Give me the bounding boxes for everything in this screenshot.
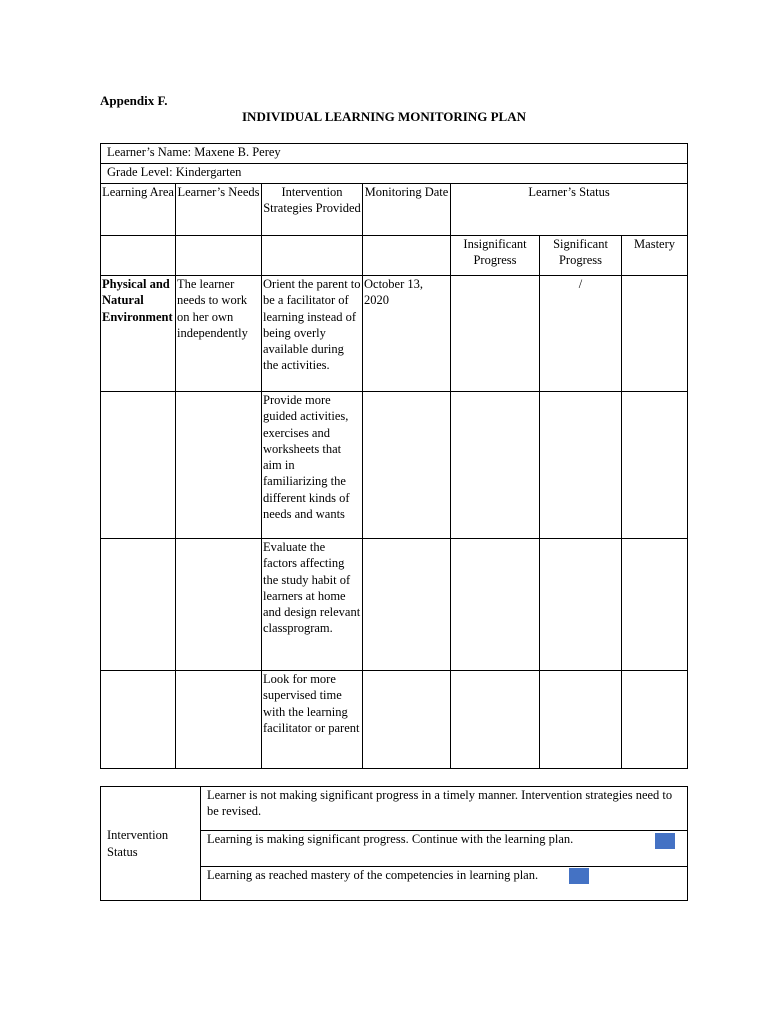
mastery-cell (622, 276, 688, 392)
empty-cell (101, 392, 176, 539)
empty-cell (540, 539, 622, 671)
monitoring-plan-table (100, 143, 688, 769)
table-row (101, 276, 688, 392)
empty-cell (363, 236, 451, 276)
strategy-cell: Evaluate the factors affecting the study habit of learners at home and design relevant classprogram. (262, 539, 363, 671)
empty-cell (176, 392, 262, 539)
status-significant-progress (201, 831, 688, 867)
empty-cell (540, 671, 622, 769)
monitoring-date-cell: October 13, 2020 (363, 276, 451, 392)
empty-cell (101, 539, 176, 671)
empty-cell (622, 392, 688, 539)
empty-cell (451, 392, 540, 539)
empty-cell (451, 539, 540, 671)
empty-cell (101, 236, 176, 276)
header-monitoring-date: Monitoring Date (363, 184, 451, 236)
empty-cell (176, 671, 262, 769)
intervention-status-table (100, 786, 688, 901)
header-learning-area: Learning Area (101, 184, 176, 236)
status-marker-square (655, 833, 675, 849)
status-revise: Learner is not making significant progress in a timely manner. Intervention strategies need to be revised. (201, 787, 688, 831)
insignificant-progress-cell (451, 276, 540, 392)
empty-cell (622, 671, 688, 769)
empty-cell (363, 539, 451, 671)
table-row (101, 539, 688, 671)
empty-cell (451, 671, 540, 769)
table-row (101, 671, 688, 769)
empty-cell (176, 539, 262, 671)
header-learners-status: Learner’s Status (451, 184, 688, 236)
empty-cell (176, 236, 262, 276)
empty-cell (622, 539, 688, 671)
empty-cell (363, 392, 451, 539)
grade-level: Grade Level: Kindergarten (101, 164, 688, 184)
strategy-cell: Orient the parent to be a facilitator of learning instead of being overly available during the activities. (262, 276, 363, 392)
strategy-cell: Look for more supervised time with the learning facilitator or parent (262, 671, 363, 769)
intervention-status-label: Intervention Status (101, 787, 201, 901)
header-insignificant-progress: Insignificant Progress (451, 236, 540, 276)
significant-progress-mark: / (540, 276, 622, 392)
learning-area-cell: Physical and Natural Environment (101, 276, 176, 392)
strategy-cell: Provide more guided activities, exercises and worksheets that aim in familiarizing the different kinds of needs and wants (262, 392, 363, 539)
learners-needs-cell: The learner needs to work on her own independently (176, 276, 262, 392)
status-mastery (201, 867, 688, 901)
status-significant-text: Learning is making significant progress. Continue with the learning plan. (207, 832, 574, 846)
empty-cell (540, 392, 622, 539)
empty-cell (363, 671, 451, 769)
header-significant-progress: Significant Progress (540, 236, 622, 276)
empty-cell (101, 671, 176, 769)
empty-cell (262, 236, 363, 276)
table-row (101, 392, 688, 539)
header-learners-needs: Learner’s Needs (176, 184, 262, 236)
header-intervention-strategies: Intervention Strategies Provided (262, 184, 363, 236)
header-mastery: Mastery (622, 236, 688, 276)
status-marker-square (569, 868, 589, 884)
appendix-label: Appendix F. (100, 93, 168, 108)
status-mastery-text: Learning as reached mastery of the competencies in learning plan. (207, 868, 539, 882)
document-title: INDIVIDUAL LEARNING MONITORING PLAN (242, 109, 526, 124)
learner-name: Learner’s Name: Maxene B. Perey (101, 144, 688, 164)
